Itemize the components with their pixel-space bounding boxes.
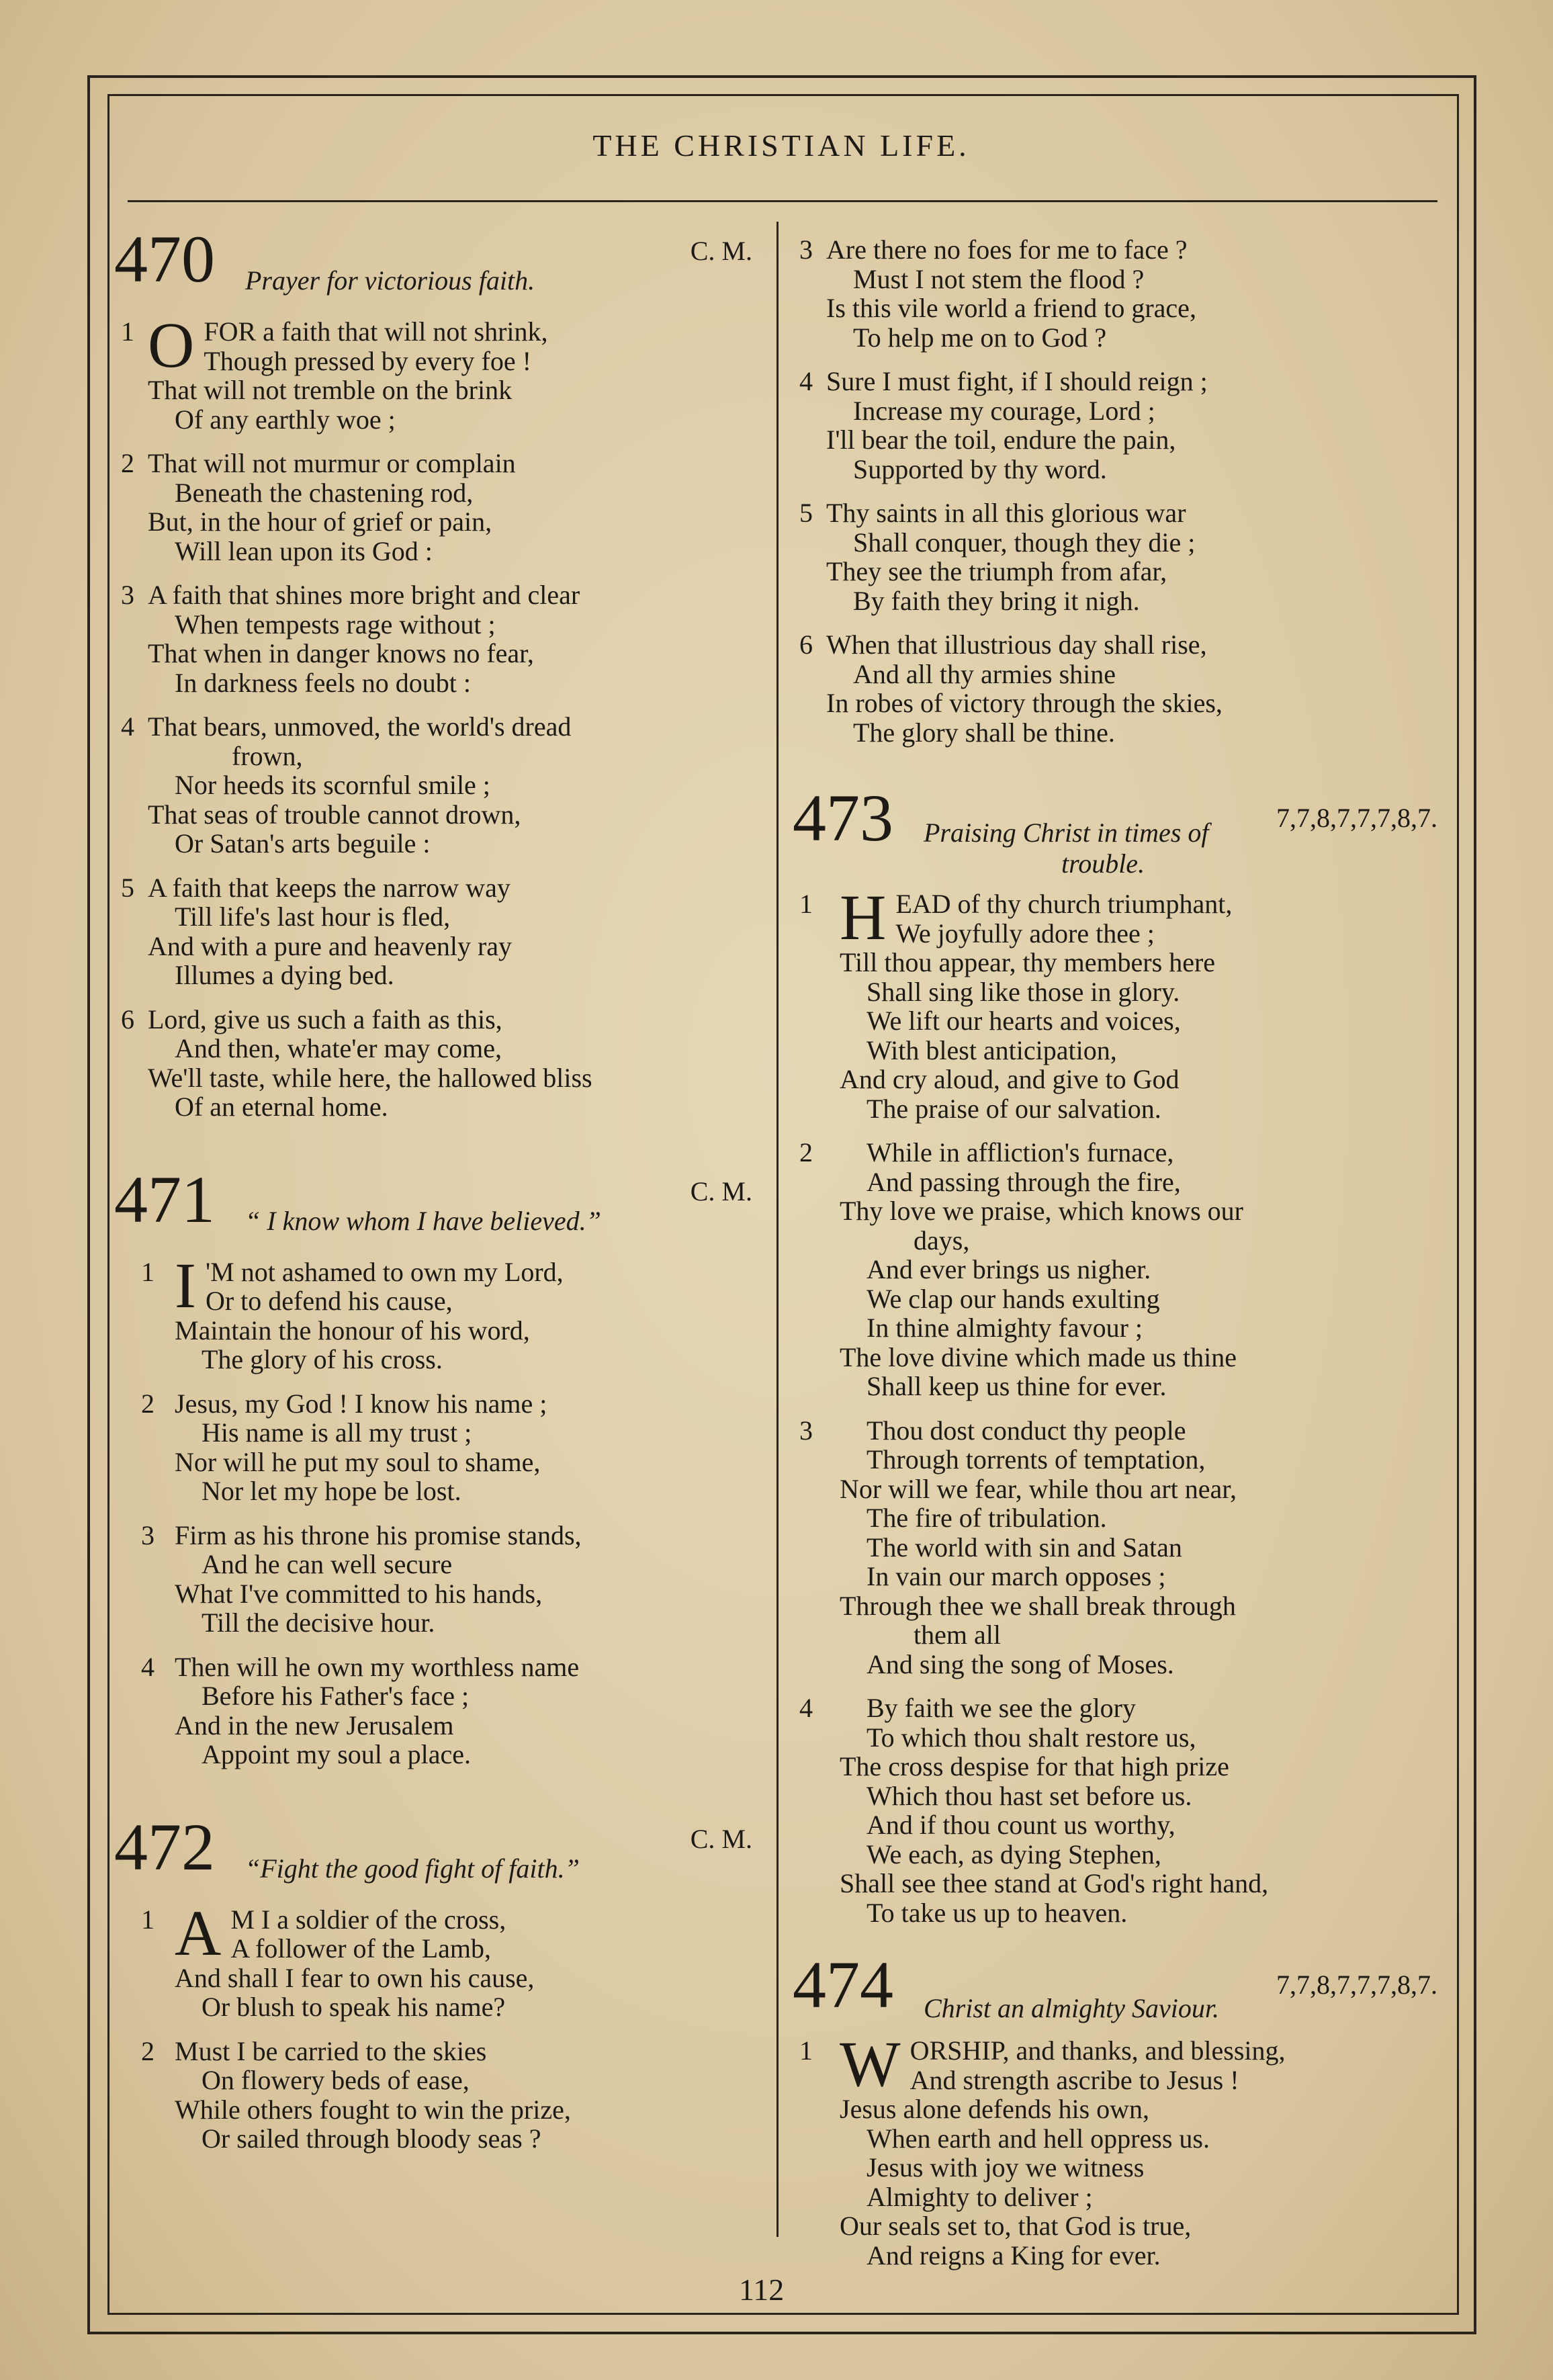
verse-line: A faith that keeps the narrow way [148, 872, 511, 903]
verse-line: We clap our hands exulting [867, 1283, 1160, 1314]
verse-line: When tempests rage without ; [175, 609, 496, 640]
verse-line: And reigns a King for ever. [867, 2240, 1161, 2271]
verse-line: The glory shall be thine. [853, 717, 1115, 748]
verse-line: And all thy armies shine [853, 658, 1116, 689]
verse-line: Shall keep us thine for ever. [867, 1371, 1167, 1401]
verse-number: 2 [121, 448, 134, 478]
verse-line: And shall I fear to own his cause, [175, 1962, 535, 1993]
verse-line: With blest anticipation, [867, 1034, 1117, 1065]
hymn-number: 473 [793, 781, 893, 855]
verse [793, 235, 1444, 352]
hymn-title: “Fight the good fight of faith.” [245, 1853, 580, 1884]
hymn-meter: 7,7,8,7,7,7,8,7. [1276, 803, 1437, 833]
verse-line: Nor will he put my soul to shame, [175, 1446, 541, 1477]
hymn-number: 472 [114, 1809, 215, 1884]
verse [793, 1138, 1444, 1401]
verse-line: That when in danger knows no fear, [148, 638, 534, 668]
verse [114, 449, 759, 566]
verse-line: Our seals set to, that God is true, [840, 2211, 1192, 2241]
verse-line: Lord, give us such a faith as this, [148, 1004, 502, 1034]
verse-number: 1 [141, 1256, 154, 1287]
verse-line: Almighty to deliver ; [867, 2181, 1093, 2212]
verse-line: To take us up to heaven. [867, 1897, 1128, 1928]
verse-line: To which thou shalt restore us, [867, 1722, 1196, 1753]
verse-line: Nor will we fear, while thou art near, [840, 1473, 1237, 1504]
verse-line: Then will he own my worthless name [175, 1651, 580, 1682]
hymn-473 [793, 781, 1444, 1928]
verse [114, 1005, 759, 1122]
hymn-title: Christ an almighty Saviour. [924, 1993, 1220, 2023]
verse-line: In vain our march opposes ; [867, 1561, 1166, 1591]
verse-line: Are there no foes for me to face ? [826, 234, 1188, 265]
verse-line: And ever brings us nigher. [867, 1254, 1151, 1284]
verse-line: Though pressed by every foe ! [204, 345, 531, 376]
verse-line: And passing through the fire, [867, 1166, 1181, 1197]
hymn-474 [793, 1947, 1444, 2271]
verse-line: Increase my courage, Lord ; [853, 395, 1155, 426]
verse-line: The world with sin and Satan [867, 1532, 1182, 1562]
verse [793, 1693, 1444, 1927]
verse-line: The fire of tribulation. [867, 1503, 1107, 1533]
hymn-meter: C. M. [690, 1823, 752, 1854]
verse [114, 1249, 759, 1374]
hymn-472 [114, 1809, 759, 2154]
verse-line: Illumes a dying bed. [175, 960, 394, 990]
verse-line: Sure I must fight, if I should reign ; [826, 366, 1208, 396]
drop-cap: H [840, 881, 887, 953]
hymn-meter: 7,7,8,7,7,7,8,7. [1276, 1970, 1437, 2000]
verse-line: Thy saints in all this glorious war [826, 498, 1186, 528]
verse [114, 580, 759, 697]
verse-line: frown, [232, 740, 303, 771]
verse-line: Of any earthly woe ; [175, 404, 396, 435]
verse-number: 4 [799, 1693, 813, 1723]
verse-number: 1 [799, 2035, 813, 2066]
verse-line: That will not tremble on the brink [148, 375, 513, 405]
verse-line: That seas of trouble cannot drown, [148, 799, 521, 830]
verse-line: In robes of victory through the skies, [826, 688, 1223, 718]
verse-line: Shall sing like those in glory. [867, 976, 1180, 1007]
verse-line: M I a soldier of the cross, [230, 1904, 506, 1935]
verse-line: When that illustrious day shall rise, [826, 629, 1207, 660]
hymn-meter: C. M. [690, 1176, 752, 1206]
verse [114, 2037, 759, 2154]
verse-line: That will not murmur or complain [148, 448, 516, 478]
hymn-number: 470 [114, 222, 215, 296]
verse-line: Nor heeds its scornful smile ; [175, 770, 490, 800]
drop-cap: I [175, 1249, 196, 1321]
verse-line: Maintain the honour of his word, [175, 1315, 530, 1346]
hymn-meter: C. M. [690, 236, 752, 266]
verse-line: While others fought to win the prize, [175, 2094, 571, 2125]
verse-line: The love divine which made us thine [840, 1341, 1237, 1372]
verse-number: 1 [141, 1904, 154, 1935]
verse-number: 1 [799, 889, 813, 919]
verse-number: 2 [141, 1388, 154, 1419]
verse-number: 3 [799, 1415, 813, 1446]
verse-line: Through torrents of temptation, [867, 1444, 1206, 1474]
hymn-470 [114, 222, 759, 1122]
verse-number: 3 [799, 234, 813, 265]
verse-line: We lift our hearts and voices, [867, 1006, 1181, 1036]
right-column [793, 235, 1444, 2317]
verse [793, 2028, 1444, 2271]
hymn-title: Prayer for victorious faith. [245, 265, 535, 296]
verse-line: We joyfully adore thee ; [895, 918, 1155, 949]
verse-line: They see the triumph from afar, [826, 556, 1167, 586]
verse [114, 1652, 759, 1769]
verse [793, 630, 1444, 747]
verse-line: Or sailed through bloody seas ? [202, 2123, 541, 2154]
hymn-title [924, 818, 1209, 879]
verse [114, 712, 759, 858]
verse-line: When earth and hell oppress us. [867, 2123, 1210, 2154]
verse-line: Jesus with joy we witness [867, 2152, 1145, 2183]
verse-line: In darkness feels no doubt : [175, 667, 472, 698]
verse [114, 873, 759, 990]
verse-number: 2 [141, 2035, 154, 2066]
verse-line: days, [914, 1225, 970, 1255]
verse-number: 6 [121, 1004, 134, 1034]
page-number: 112 [739, 2273, 785, 2307]
verse-line: And he can well secure [202, 1549, 453, 1579]
drop-cap: A [175, 1896, 222, 1969]
verse-line: Or to defend his cause, [205, 1286, 453, 1316]
verse-line: Thy love we praise, which knows our [840, 1196, 1243, 1226]
verse-line: And if thou count us worthy, [867, 1810, 1175, 1840]
verse-line: EAD of thy church triumphant, [895, 889, 1233, 919]
verse-line: A follower of the Lamb, [230, 1933, 492, 1964]
verse-line: Supported by thy word. [853, 453, 1107, 484]
verse [793, 498, 1444, 615]
verse [114, 1521, 759, 1638]
verse [793, 1416, 1444, 1679]
verse-line: And strength ascribe to Jesus ! [909, 2064, 1239, 2095]
verse-line: Shall conquer, though they die ; [853, 527, 1196, 558]
verse-line: them all [914, 1620, 1001, 1650]
verse-number: 3 [121, 580, 134, 610]
verse-line: Will lean upon its God : [175, 535, 433, 566]
verse-line: 'M not ashamed to own my Lord, [205, 1256, 564, 1287]
verse [114, 1389, 759, 1506]
verse-number: 2 [799, 1137, 813, 1167]
left-column [114, 222, 759, 2201]
hymn-number: 474 [793, 1947, 893, 2022]
verse-line: Beneath the chastening rod, [175, 477, 474, 508]
verse-line: Of an eternal home. [175, 1092, 388, 1122]
verse-number: 4 [799, 366, 813, 396]
verse-line: And then, whate'er may come, [175, 1033, 502, 1063]
verse-line: Thou dost conduct thy people [867, 1415, 1186, 1446]
verse-number: 3 [141, 1519, 154, 1550]
header-rule [128, 200, 1437, 202]
verse-line: Jesus, my God ! I know his name ; [175, 1388, 547, 1419]
verse-line: Must I not stem the flood ? [853, 263, 1145, 294]
verse-line: Firm as his throne his promise stands, [175, 1519, 582, 1550]
verse-line: I'll bear the toil, endure the pain, [826, 425, 1176, 455]
verse-line: Must I be carried to the skies [175, 2035, 487, 2066]
verse-line: A faith that shines more bright and clear [148, 580, 580, 610]
verse-line: The glory of his cross. [202, 1344, 443, 1374]
verse-line: And cry aloud, and give to God [840, 1064, 1180, 1094]
verse-line: We'll taste, while here, the hallowed bliss [148, 1062, 592, 1093]
verse-line: Till life's last hour is fled, [175, 901, 451, 932]
verse-line: Nor let my hope be lost. [202, 1476, 461, 1506]
verse-number: 6 [799, 629, 813, 660]
hymn-472-continued [793, 235, 1444, 747]
verse-line: What I've committed to his hands, [175, 1578, 543, 1609]
verse-number: 5 [121, 872, 134, 903]
verse-line: By faith they bring it nigh. [853, 585, 1140, 616]
verse [114, 309, 759, 435]
verse-line: By faith we see the glory [867, 1693, 1136, 1723]
verse-line: Jesus alone defends his own, [840, 2094, 1150, 2124]
verse-line: Through thee we shall break through [840, 1590, 1236, 1621]
verse-line: ORSHIP, and thanks, and blessing, [909, 2035, 1286, 2066]
verse-line: His name is all my trust ; [202, 1417, 472, 1448]
verse-line: The praise of our salvation. [867, 1093, 1161, 1124]
verse-line: And with a pure and heavenly ray [148, 930, 513, 961]
verse [793, 881, 1444, 1124]
verse-line: Or blush to speak his name? [202, 1992, 506, 2022]
drop-cap: W [840, 2028, 901, 2100]
verse-line: While in affliction's furnace, [867, 1137, 1174, 1167]
hymn-title: “ I know whom I have believed.” [245, 1205, 601, 1236]
verse-line: To help me on to God ? [853, 322, 1107, 353]
drop-cap: O [148, 309, 195, 381]
hymn-title-line: trouble. [1061, 848, 1145, 879]
verse-line: The cross despise for that high prize [840, 1751, 1229, 1781]
verse-line: Till the decisive hour. [202, 1607, 435, 1638]
verse-number: 5 [799, 498, 813, 528]
hymn-number: 471 [114, 1161, 215, 1237]
verse-line: Shall see thee stand at God's right hand, [840, 1868, 1269, 1898]
verse-line: Before his Father's face ; [202, 1681, 470, 1711]
hymn-title-line: Praising Christ in times of [924, 818, 1209, 848]
verse-line: Is this vile world a friend to grace, [826, 293, 1196, 323]
verse-number: 4 [121, 711, 134, 742]
verse-number: 4 [141, 1651, 154, 1682]
verse-number: 1 [121, 316, 134, 347]
verse [793, 367, 1444, 484]
verse-line: And sing the song of Moses. [867, 1648, 1174, 1679]
page-header: THE CHRISTIAN LIFE. [592, 128, 970, 163]
verse-line: Appoint my soul a place. [202, 1739, 472, 1769]
verse [114, 1896, 759, 2022]
verse-line: And in the new Jerusalem [175, 1710, 454, 1740]
hymn-471 [114, 1161, 759, 1769]
verse-line: Till thou appear, thy members here [840, 947, 1216, 977]
verse-line: That bears, unmoved, the world's dread [148, 711, 572, 742]
verse-line: On flowery beds of ease, [202, 2065, 470, 2095]
column-divider [777, 222, 779, 2237]
verse-line: FOR a faith that will not shrink, [204, 316, 548, 347]
verse-line: Which thou hast set before us. [867, 1780, 1192, 1811]
verse-line: But, in the hour of grief or pain, [148, 506, 492, 537]
verse-line: In thine almighty favour ; [867, 1313, 1143, 1343]
verse-line: Or Satan's arts beguile : [175, 828, 431, 858]
verse-line: We each, as dying Stephen, [867, 1839, 1161, 1869]
